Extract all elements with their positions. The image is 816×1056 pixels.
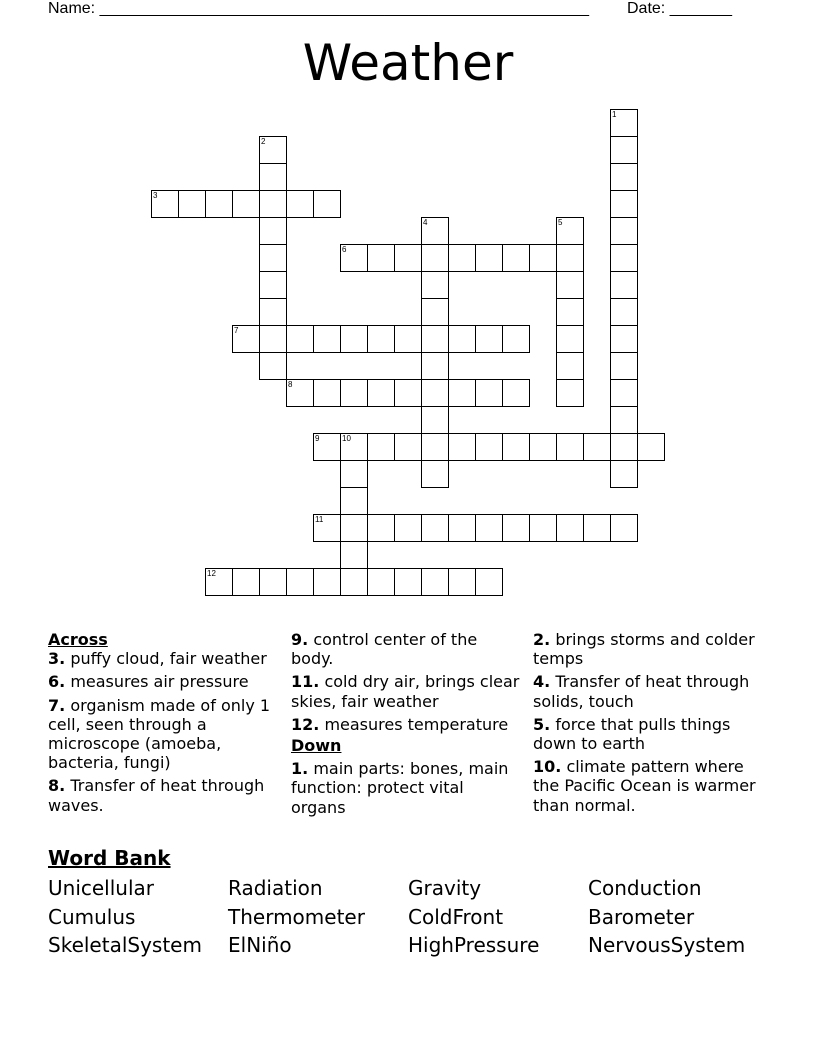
clue-down-1	[291, 759, 523, 817]
cell-number: 2	[261, 137, 266, 146]
cell-number: 11	[315, 515, 324, 524]
crossword-cell[interactable]	[556, 379, 584, 407]
crossword-cell[interactable]	[556, 217, 584, 245]
word-bank-item: Radiation	[228, 876, 323, 900]
crossword-cell[interactable]	[502, 244, 530, 272]
crossword-cell[interactable]	[610, 460, 638, 488]
crossword-cell[interactable]	[448, 433, 476, 461]
page-title: Weather	[302, 34, 514, 92]
crossword-cell[interactable]	[475, 568, 503, 596]
crossword-cell[interactable]	[610, 352, 638, 380]
crossword-cell[interactable]	[313, 325, 341, 353]
crossword-cell[interactable]	[421, 433, 449, 461]
crossword-cell[interactable]	[340, 568, 368, 596]
crossword-cell[interactable]	[637, 433, 665, 461]
word-bank-item: ColdFront	[408, 904, 504, 929]
crossword-cell[interactable]	[529, 514, 557, 542]
crossword-cell[interactable]	[313, 379, 341, 407]
crossword-cell[interactable]	[367, 568, 395, 596]
crossword-cell[interactable]	[475, 514, 503, 542]
word-bank-item: Cumulus	[48, 904, 136, 929]
crossword-cell[interactable]	[259, 136, 287, 164]
crossword-cell[interactable]	[421, 379, 449, 407]
clue-text: force that pulls things down to earth	[533, 714, 731, 754]
crossword-cell[interactable]	[610, 217, 638, 245]
crossword-cell[interactable]	[232, 325, 260, 353]
crossword-cell[interactable]	[610, 298, 638, 326]
crossword-cell[interactable]	[394, 379, 422, 407]
crossword-cell[interactable]	[610, 433, 638, 461]
clue-text: organism made of only 1 cell, seen through a microscope (amoeba, bacteria, fungi)	[48, 695, 271, 773]
crossword-cell[interactable]	[502, 379, 530, 407]
crossword-cell[interactable]	[259, 190, 287, 218]
crossword-cell[interactable]	[421, 568, 449, 596]
crossword-cell[interactable]	[421, 406, 449, 434]
clue-number: 4.	[533, 672, 551, 692]
word-bank-item: Conduction	[588, 876, 702, 900]
clue-text: Transfer of heat through solids, touch	[533, 672, 750, 711]
crossword-cell[interactable]	[556, 244, 584, 272]
cell-number: 6	[342, 245, 347, 254]
clue-down-5	[533, 715, 773, 753]
clues-column-3	[533, 630, 773, 819]
crossword-cell[interactable]	[448, 514, 476, 542]
crossword-cell[interactable]	[556, 352, 584, 380]
clue-number: 5.	[533, 714, 551, 734]
crossword-cell[interactable]	[448, 568, 476, 596]
clue-across-3	[48, 649, 280, 668]
crossword-cell[interactable]	[340, 514, 368, 542]
crossword-cell[interactable]	[421, 217, 449, 245]
crossword-cell[interactable]	[448, 379, 476, 407]
crossword-cell[interactable]	[286, 568, 314, 596]
crossword-cell[interactable]	[286, 379, 314, 407]
crossword-cell[interactable]	[367, 514, 395, 542]
crossword-cell[interactable]	[610, 190, 638, 218]
crossword-cell[interactable]	[475, 244, 503, 272]
crossword-cell[interactable]	[475, 379, 503, 407]
cell-number: 10	[342, 434, 351, 443]
crossword-cell[interactable]	[340, 244, 368, 272]
crossword-cell[interactable]	[448, 325, 476, 353]
crossword-cell[interactable]	[556, 433, 584, 461]
crossword-cell[interactable]	[421, 298, 449, 326]
crossword-cell[interactable]	[151, 190, 179, 218]
cell-number: 5	[558, 218, 563, 227]
crossword-cell[interactable]	[421, 325, 449, 353]
clue-across-11	[291, 672, 523, 710]
crossword-cell[interactable]	[259, 352, 287, 380]
clues-column-1	[48, 630, 280, 819]
crossword-cell[interactable]	[367, 433, 395, 461]
down-heading: Down	[291, 736, 342, 756]
crossword-cell[interactable]	[502, 433, 530, 461]
crossword-cell[interactable]	[529, 433, 557, 461]
word-bank-item: ElNiño	[228, 933, 292, 957]
crossword-cell[interactable]	[610, 514, 638, 542]
clue-across-7	[48, 696, 280, 773]
crossword-cell[interactable]	[340, 433, 368, 461]
crossword-cell[interactable]	[232, 190, 260, 218]
clues-column-2	[291, 630, 523, 821]
clue-number: 9.	[291, 630, 309, 649]
word-bank-item: Unicellular	[48, 876, 154, 900]
crossword-cell[interactable]	[556, 298, 584, 326]
crossword-cell[interactable]	[313, 514, 341, 542]
cell-number: 8	[288, 380, 293, 389]
clue-text: main parts: bones, main function: protect vital organs	[291, 759, 509, 817]
word-bank-item: SkeletalSystem	[48, 933, 202, 957]
clue-number: 6.	[48, 672, 66, 692]
clue-across-12	[291, 715, 523, 734]
crossword-cell[interactable]	[259, 325, 287, 353]
crossword-cell[interactable]	[421, 271, 449, 299]
crossword-cell[interactable]	[286, 190, 314, 218]
crossword-cell[interactable]	[583, 433, 611, 461]
name-label: Name: _______________________________________________________	[48, 0, 589, 17]
crossword-cell[interactable]	[259, 244, 287, 272]
crossword-cell[interactable]	[178, 190, 206, 218]
crossword-cell[interactable]	[556, 514, 584, 542]
clue-across-8	[48, 776, 280, 814]
crossword-cell[interactable]	[259, 217, 287, 245]
clue-across-9	[291, 630, 523, 668]
crossword-cell[interactable]	[475, 325, 503, 353]
crossword-cell[interactable]	[475, 433, 503, 461]
clue-text: cold dry air, brings clear skies, fair weather	[291, 672, 520, 711]
clue-text: puffy cloud, fair weather	[70, 649, 267, 669]
crossword-cell[interactable]	[556, 325, 584, 353]
crossword-cell[interactable]	[502, 325, 530, 353]
clue-text: climate pattern where the Pacific Ocean is warmer than normal.	[533, 757, 756, 815]
clue-number: 12.	[291, 714, 320, 734]
clue-down-2	[533, 630, 773, 668]
cell-number: 1	[612, 110, 617, 119]
cell-number: 3	[153, 191, 158, 200]
clue-number: 2.	[533, 630, 551, 649]
clue-text: control center of the body.	[291, 630, 478, 669]
crossword-cell[interactable]	[448, 244, 476, 272]
clue-text: measures air pressure	[70, 672, 249, 692]
clue-across-6	[48, 672, 280, 691]
crossword-cell[interactable]	[421, 244, 449, 272]
crossword-cell[interactable]	[610, 163, 638, 191]
word-bank-title: Word Bank	[48, 846, 171, 870]
crossword-cell[interactable]	[205, 190, 233, 218]
clue-number: 8.	[48, 776, 66, 796]
crossword-cell[interactable]	[367, 244, 395, 272]
crossword-cell[interactable]	[205, 568, 233, 596]
crossword-cell[interactable]	[502, 514, 530, 542]
clue-number: 1.	[291, 759, 309, 779]
word-bank	[48, 874, 768, 960]
clue-number: 11.	[291, 672, 320, 692]
crossword-cell[interactable]	[421, 460, 449, 488]
crossword-cell[interactable]	[340, 325, 368, 353]
crossword-cell[interactable]	[610, 325, 638, 353]
crossword-cell[interactable]	[259, 271, 287, 299]
crossword-cell[interactable]	[394, 325, 422, 353]
crossword-cell[interactable]	[340, 541, 368, 569]
crossword-cell[interactable]	[313, 568, 341, 596]
crossword-cell[interactable]	[610, 406, 638, 434]
crossword-cell[interactable]	[286, 325, 314, 353]
crossword-cell[interactable]	[232, 568, 260, 596]
crossword-cell[interactable]	[583, 514, 611, 542]
crossword-cell[interactable]	[394, 568, 422, 596]
clue-text: measures temperature	[324, 714, 509, 734]
word-bank-item: Gravity	[408, 876, 482, 900]
clue-number: 10.	[533, 757, 562, 777]
cell-number: 9	[315, 434, 320, 443]
clue-text: brings storms and colder temps	[533, 630, 755, 669]
crossword-cell[interactable]	[610, 109, 638, 137]
crossword-cell[interactable]	[394, 433, 422, 461]
crossword-cell[interactable]	[313, 190, 341, 218]
clue-down-4	[533, 672, 773, 710]
crossword-cell[interactable]	[610, 379, 638, 407]
crossword-cell[interactable]	[610, 244, 638, 272]
across-heading: Across	[48, 630, 108, 649]
crossword-cell[interactable]	[259, 163, 287, 191]
clue-number: 7.	[48, 695, 66, 715]
crossword-cell[interactable]	[421, 514, 449, 542]
cell-number: 12	[207, 569, 216, 578]
word-bank-item: HighPressure	[408, 933, 540, 957]
crossword-cell[interactable]	[394, 244, 422, 272]
crossword-cell[interactable]	[259, 298, 287, 326]
date-label: Date: _______	[627, 0, 732, 17]
crossword-cell[interactable]	[367, 325, 395, 353]
crossword-cell[interactable]	[340, 379, 368, 407]
clue-text: Transfer of heat through waves.	[48, 776, 265, 815]
crossword-cell[interactable]	[610, 136, 638, 164]
crossword-cell[interactable]	[259, 568, 287, 596]
crossword-cell[interactable]	[556, 271, 584, 299]
word-bank-item: Barometer	[588, 904, 695, 929]
crossword-cell[interactable]	[340, 487, 368, 515]
crossword-cell[interactable]	[313, 433, 341, 461]
word-bank-item: NervousSystem	[588, 933, 746, 957]
crossword-cell[interactable]	[367, 379, 395, 407]
word-bank-item: Thermometer	[228, 904, 365, 929]
clue-down-10	[533, 757, 773, 815]
crossword-cell[interactable]	[340, 460, 368, 488]
cell-number: 4	[423, 218, 428, 227]
crossword-cell[interactable]	[394, 514, 422, 542]
clue-number: 3.	[48, 649, 66, 669]
crossword-cell[interactable]	[529, 244, 557, 272]
crossword-cell[interactable]	[421, 352, 449, 380]
cell-number: 7	[234, 326, 239, 335]
crossword-cell[interactable]	[610, 271, 638, 299]
